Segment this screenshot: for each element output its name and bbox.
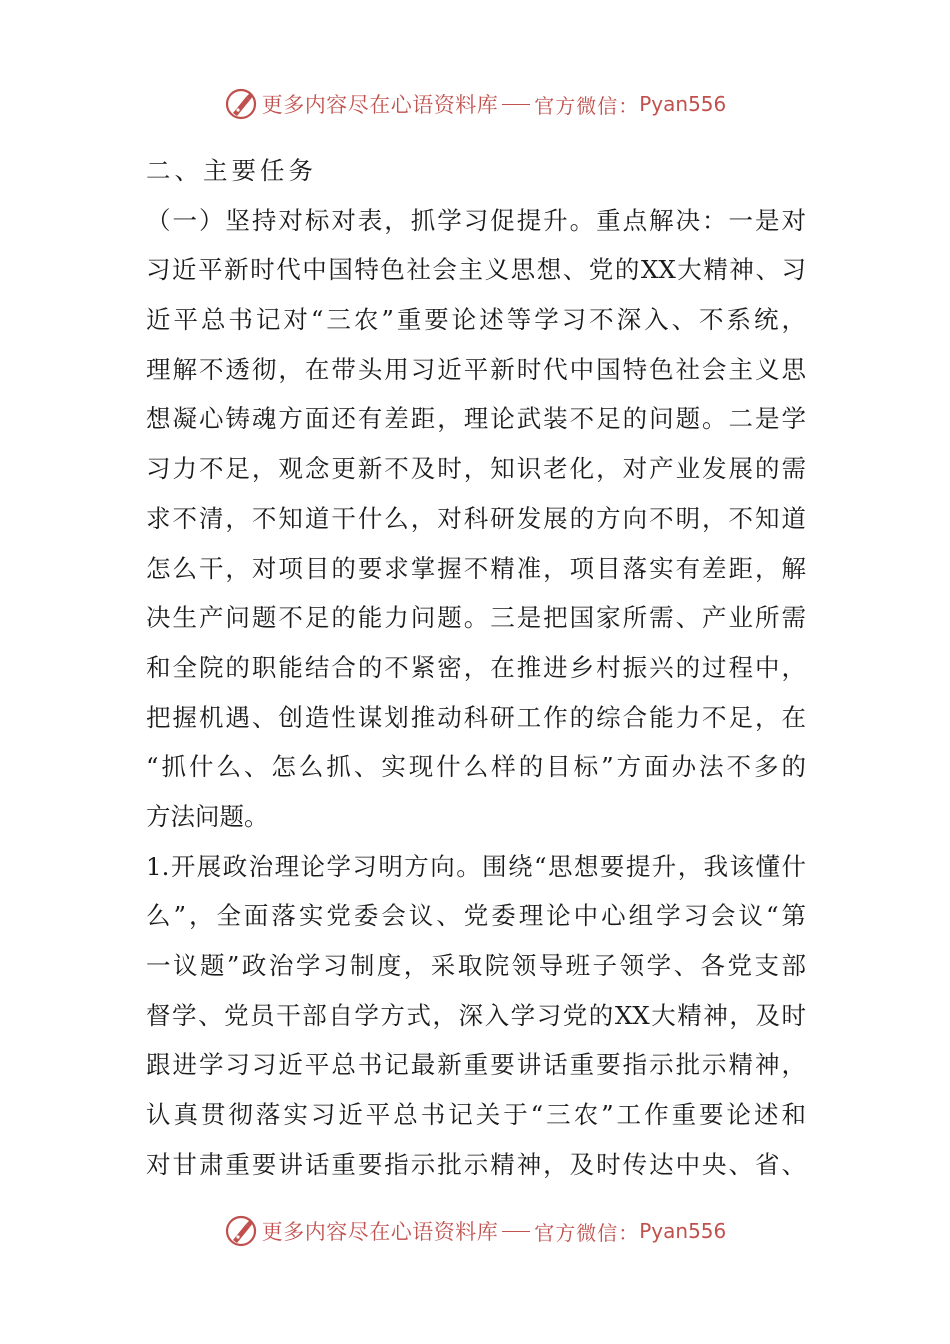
- watermark-wechat-id: Pyan556: [639, 1219, 727, 1243]
- text-line: 和全院的职能结合的不紧密，在推进乡村振兴的过程中，: [146, 652, 806, 682]
- text-line: 方法问题。: [146, 801, 269, 831]
- text-line: 怎么干，对项目的要求掌握不精准，项目落实有差距，解: [146, 553, 806, 583]
- document-body: [146, 146, 806, 1189]
- text-line: 求不清，不知道干什么，对科研发展的方向不明，不知道: [146, 503, 806, 533]
- watermark-wechat-id: Pyan556: [639, 92, 727, 116]
- text-line: 一议题”政治学习制度，采取院领导班子领学、各党支部: [146, 951, 806, 980]
- header-watermark: [0, 84, 950, 124]
- watermark-divider: [502, 1231, 530, 1232]
- text-line: 理解不透彻，在带头用习近平新时代中国特色社会主义思: [146, 354, 806, 384]
- text-line: 决生产问题不足的能力问题。三是把国家所需、产业所需: [146, 603, 806, 633]
- text-line: 督学、党员干部自学方式，深入学习党的XX大精神，及时: [146, 1000, 806, 1030]
- text-line: （一）坚持对标对表，抓学习促提升。重点解决：一是对: [146, 205, 806, 235]
- pen-nib-logo-icon: [224, 1214, 258, 1248]
- watermark-wechat-label: 官方微信：: [534, 93, 640, 118]
- watermark-text: 更多内容尽在心语资料库: [261, 1220, 499, 1244]
- text-line: 习力不足，观念更新不及时，知识老化，对产业发展的需: [146, 454, 806, 484]
- text-line: “抓什么、怎么抓、实现什么样的目标”方面办法不多的: [146, 752, 806, 782]
- watermark-text: 更多内容尽在心语资料库: [261, 93, 499, 117]
- text-line: 1.开展政治理论学习明方向。围绕“思想要提升，我该懂什: [146, 851, 806, 881]
- text-line: 近平总书记对“三农”重要论述等学习不深入、不系统，: [146, 305, 806, 335]
- text-line: 么”，全面落实党委会议、党委理论中心组学习会议“第: [146, 901, 806, 931]
- text-line: 认真贯彻落实习近平总书记关于“三农”工作重要论述和: [146, 1100, 806, 1130]
- footer-watermark: [0, 1211, 950, 1251]
- section-heading: 二、主要任务: [146, 156, 317, 185]
- watermark-divider: [502, 104, 530, 105]
- text-line: 想凝心铸魂方面还有差距，理论武装不足的问题。二是学: [146, 404, 806, 434]
- text-line: 习近平新时代中国特色社会主义思想、党的XX大精神、习: [146, 255, 806, 285]
- text-line: 跟进学习习近平总书记最新重要讲话重要指示批示精神，: [146, 1050, 806, 1080]
- text-line: 对甘肃重要讲话重要指示批示精神，及时传达中央、省、: [146, 1149, 806, 1179]
- text-line: 把握机遇、创造性谋划推动科研工作的综合能力不足，在: [146, 702, 806, 732]
- pen-nib-logo-icon: [224, 87, 258, 121]
- watermark-wechat-label: 官方微信：: [534, 1220, 640, 1245]
